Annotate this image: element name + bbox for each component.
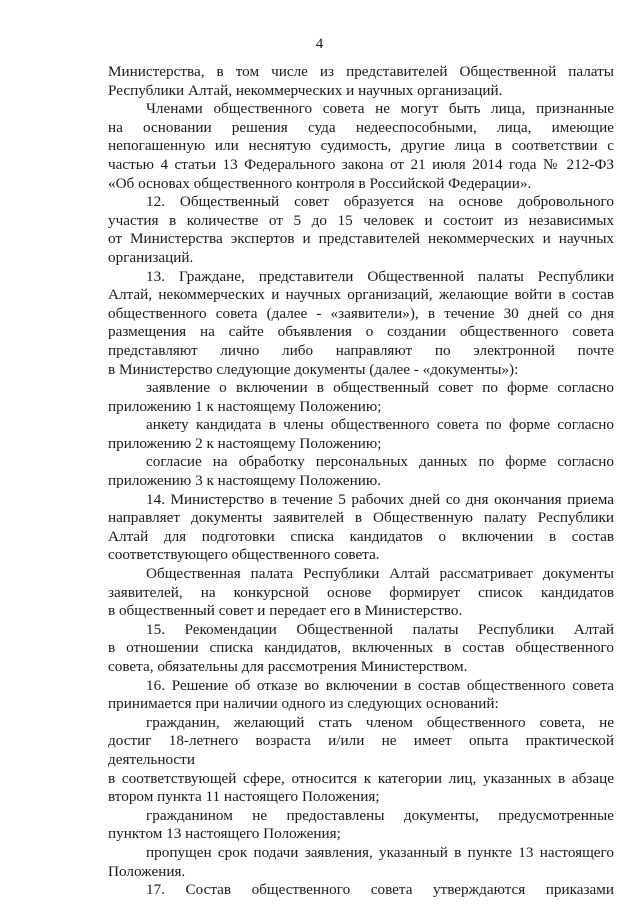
text-line: Общественная палата Республики Алтай рассматривает документы	[146, 565, 614, 583]
text-line: в общественный совет и передает его в Министерство.	[108, 602, 463, 620]
text-line: «Об основах общественного контроля в Российской Федерации».	[108, 174, 532, 192]
text-line: 16. Решение об отказе во включении в состав общественного совета	[146, 676, 614, 694]
text-line: приложению 1 к настоящему Положению;	[108, 397, 382, 415]
text-line: 14. Министерство в течение 5 рабочих дней со дня окончания приема	[146, 490, 614, 508]
text-line: в отношении списка кандидатов, включенных в состав общественного	[108, 639, 614, 657]
text-line: достиг 18-летнего возраста и/или не имеет опыта практической	[108, 732, 614, 750]
text-line: 17. Состав общественного совета утверждаются приказами	[146, 881, 614, 899]
text-line: Республики Алтай, некоммерческих и научных организаций.	[108, 81, 503, 99]
text-line: частью 4 статьи 13 Федерального закона от 21 июля 2014 года № 212-ФЗ	[108, 155, 614, 173]
text-line: пунктом 13 настоящего Положения;	[108, 825, 341, 843]
text-line: непогашенную или неснятую судимость, другие лица в соответствии с	[108, 137, 614, 155]
text-line: Алтай, некоммерческих и научных организаций, желающие войти в состав	[108, 286, 614, 304]
text-line: в соответствующей сфере, относится к категории лиц, указанных в абзаце	[108, 769, 614, 787]
text-line: в Министерство следующие документы (далее - «документы»):	[108, 360, 519, 378]
text-line: Положения.	[108, 862, 186, 880]
text-line: Алтай для подготовки списка кандидатов о включении в состав	[108, 527, 614, 545]
text-line: заявителей, на конкурсной основе формирует список кандидатов	[108, 583, 614, 601]
text-line: приложению 3 к настоящему Положению.	[108, 472, 382, 490]
text-line: пропущен срок подачи заявления, указанный в пункте 13 настоящего	[146, 843, 614, 861]
page-number: 4	[315, 36, 324, 52]
text-line: деятельности	[108, 750, 195, 768]
text-line: организаций.	[108, 248, 194, 266]
text-line: гражданином не предоставлены документы, предусмотренные	[146, 806, 614, 824]
text-line: 13. Граждане, представители Общественной палаты Республики	[146, 267, 614, 285]
text-line: на основании решения суда недееспособными, лица, имеющие	[108, 118, 614, 136]
text-line: Членами общественного совета не могут быть лица, признанные	[146, 100, 614, 118]
text-line: анкету кандидата в члены общественного совета по форме согласно	[146, 416, 614, 434]
text-line: совета, обязательны для рассмотрения Министерством.	[108, 658, 468, 675]
text-line: размещения на сайте объявления о создании общественного совета	[108, 323, 614, 341]
text-line: заявление о включении в общественный совет по форме согласно	[146, 379, 614, 397]
text-line: соответствующего общественного совета.	[108, 546, 380, 564]
text-line: Министерства, в том числе из представителей Общественной палаты	[108, 63, 614, 80]
text-line: направляет документы заявителей в Общественную палату Республики	[108, 509, 614, 527]
text-line: гражданин, желающий стать членом общественного совета, не	[146, 713, 614, 731]
text-line: представляют лично либо направляют по электронной почте	[108, 341, 614, 359]
document-body	[108, 63, 614, 900]
text-line: согласие на обработку персональных данных по форме согласно	[146, 453, 614, 471]
text-line: общественного совета (далее - «заявители»), в течение 30 дней со дня	[108, 304, 614, 322]
text-line: участия в количестве от 5 до 15 человек и состоит из независимых	[108, 211, 614, 229]
text-line: от Министерства экспертов и представителей некоммерческих и научных	[108, 230, 614, 248]
text-line: 15. Рекомендации Общественной палаты Республики Алтай	[146, 620, 614, 638]
text-line: приложению 2 к настоящему Положению;	[108, 434, 382, 452]
text-line: 12. Общественный совет образуется на основе добровольного	[146, 193, 614, 211]
text-line: принимается при наличии одного из следующих оснований:	[108, 695, 499, 713]
text-line: втором пункта 11 настоящего Положения;	[108, 788, 380, 806]
